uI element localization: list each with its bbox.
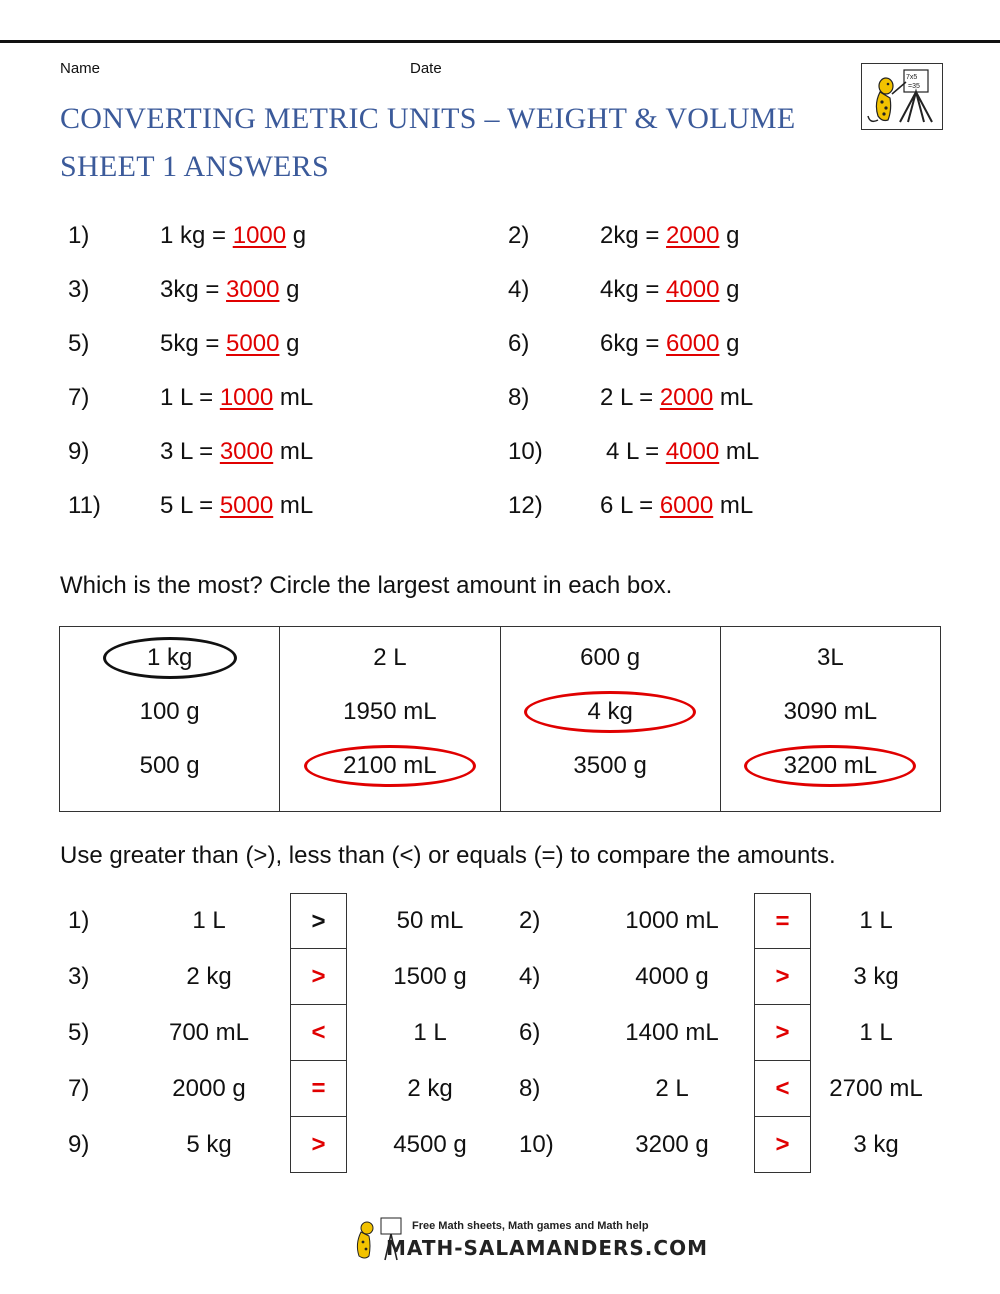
compare-left-amount: 3200 g [635,1131,709,1158]
compare-left-amount: 2 L [655,1075,689,1102]
compare-right-amount: 3 kg [853,963,899,990]
most-item[interactable]: 500 g [139,752,200,779]
name-label: Name [60,60,101,77]
conversion-left: 5 L = [160,492,220,519]
conversion-answer: 5000 [226,330,280,357]
compare-left-amount: 4000 g [635,963,709,990]
conversion-left: 6kg = [600,330,667,357]
most-box [500,627,720,812]
compare-symbol[interactable]: = [291,1061,346,1117]
conversion-unit: g [279,276,300,303]
most-instruction: Which is the most? Circle the largest amount in each box. [60,572,673,599]
most-item[interactable]: 2 L [373,644,407,671]
conversion-left: 3kg = [160,276,227,303]
compare-right-amount: 1500 g [393,963,467,990]
conversion-answer: 6000 [666,330,720,357]
conversion-number: 8) [508,384,530,411]
compare-symbol[interactable]: > [291,949,346,1005]
conversion-answer: 4000 [665,438,720,465]
compare-instruction: Use greater than (>), less than (<) or equals (=) to compare the amounts. [60,842,836,869]
answer-circle [524,691,696,733]
most-item[interactable]: 3090 mL [783,698,878,725]
most-item[interactable]: 3500 g [573,752,647,779]
conversion-left: 4kg = [600,276,667,303]
logo-board-line1: 7x5 [906,74,918,81]
most-item[interactable]: 2100 mL [343,752,437,779]
conversion-left: 5kg = [160,330,227,357]
compare-symbol[interactable]: > [755,1117,810,1173]
most-item[interactable]: 100 g [139,698,200,725]
date-label: Date [410,60,442,77]
conversion-left: 4 L = [606,438,666,465]
compare-left-amount: 700 mL [168,1019,250,1046]
conversion-expression [600,384,753,412]
compare-number: 3) [68,963,90,990]
conversion-number: 10) [508,438,543,465]
compare-right-amount: 2 kg [407,1075,453,1102]
answer-circle [103,637,237,679]
conversion-unit: g [286,222,307,249]
conversion-unit: g [279,330,300,357]
conversion-expression [160,222,306,250]
conversion-answer: 5000 [219,492,274,519]
conversion-expression [160,330,299,358]
most-item[interactable]: 1 kg [146,644,193,671]
conversion-unit: mL [273,492,314,519]
conversion-expression [600,222,739,250]
compare-right-amount: 1 L [859,1019,893,1046]
conversion-number: 12) [508,492,543,519]
most-table [59,626,941,812]
conversion-number: 11) [68,492,101,519]
conversion-answer: 2000 [666,222,720,249]
compare-right-amount: 1 L [413,1019,447,1046]
compare-symbol[interactable]: > [291,1117,346,1173]
most-box [720,627,940,812]
compare-symbol[interactable]: < [755,1061,810,1117]
most-item[interactable]: 3200 mL [783,752,878,779]
conversion-unit: mL [713,384,754,411]
compare-left-amount: 5 kg [186,1131,232,1158]
conversion-left: 6 L = [600,492,660,519]
conversion-number: 1) [68,222,90,249]
most-box [60,627,280,812]
compare-right-amount: 2700 mL [829,1075,923,1102]
conversion-left: 3 L = [160,438,220,465]
compare-number: 5) [68,1019,90,1046]
conversion-expression [600,330,739,358]
conversion-left: 2kg = [600,222,667,249]
most-item[interactable]: 600 g [580,644,641,671]
conversion-unit: mL [273,384,314,411]
compare-left-amount: 1000 mL [625,907,719,934]
conversion-number: 5) [68,330,90,357]
conversion-expression [160,438,313,466]
page-subtitle: SHEET 1 ANSWERS [60,150,329,183]
top-rule [0,40,1000,43]
compare-number: 2) [519,907,541,934]
compare-symbol[interactable]: > [755,1005,810,1061]
conversion-answer: 1000 [232,222,287,249]
conversion-number: 7) [68,384,90,411]
salamander-logo [861,63,943,130]
conversion-answer: 3000 [219,438,274,465]
footer-brand[interactable]: MATH-SALAMANDERS.COM [386,1236,708,1260]
conversion-number: 9) [68,438,90,465]
conversion-expression [600,492,753,520]
conversion-expression [160,276,299,304]
conversion-unit: g [719,330,740,357]
conversion-answer: 4000 [666,276,720,303]
conversion-number: 6) [508,330,530,357]
compare-number: 1) [68,907,90,934]
conversion-expression [606,438,759,466]
compare-right-amount: 50 mL [396,907,464,934]
conversion-left: 1 kg = [160,222,233,249]
compare-symbol[interactable]: > [291,893,346,949]
conversion-expression [600,276,739,304]
compare-right-amount: 3 kg [853,1131,899,1158]
conversion-number: 3) [68,276,90,303]
most-box [280,627,500,812]
compare-number: 9) [68,1131,90,1158]
compare-number: 10) [519,1131,554,1158]
conversion-answer: 2000 [659,384,714,411]
conversion-expression [160,492,313,520]
conversion-unit: g [719,222,740,249]
compare-right-amount: 4500 g [393,1131,467,1158]
salamander-logo-icon [868,70,932,122]
compare-left-amount: 1400 mL [625,1019,719,1046]
compare-left-amount: 2 kg [186,963,232,990]
logo-board-line2: =35 [908,83,920,90]
compare-number: 6) [519,1019,541,1046]
conversion-number: 4) [508,276,530,303]
conversion-number: 2) [508,222,530,249]
compare-symbol[interactable]: > [755,949,810,1005]
conversion-expression [160,384,313,412]
answer-circle [304,745,476,787]
compare-symbol[interactable]: < [291,1005,346,1061]
page-title: CONVERTING METRIC UNITS – WEIGHT & VOLUME [60,102,796,135]
conversion-left: 1 L = [160,384,220,411]
conversion-left: 2 L = [600,384,660,411]
compare-number: 8) [519,1075,541,1102]
conversion-unit: mL [273,438,314,465]
compare-symbol[interactable]: = [755,893,810,949]
conversion-answer: 1000 [219,384,274,411]
most-item[interactable]: 1950 mL [343,698,437,725]
compare-left-amount: 1 L [192,907,226,934]
footer-tagline: Free Math sheets, Math games and Math help [412,1220,649,1232]
compare-left-amount: 2000 g [172,1075,246,1102]
conversion-unit: mL [713,492,754,519]
compare-number: 4) [519,963,541,990]
most-item[interactable]: 4 kg [587,698,633,725]
compare-right-amount: 1 L [859,907,893,934]
conversion-unit: mL [719,438,760,465]
conversion-answer: 6000 [659,492,714,519]
answer-circle [744,745,916,787]
most-item[interactable]: 3L [817,644,844,671]
compare-number: 7) [68,1075,90,1102]
symbol-column [290,893,347,1173]
symbol-column [754,893,811,1173]
conversion-unit: g [719,276,740,303]
conversion-answer: 3000 [226,276,280,303]
